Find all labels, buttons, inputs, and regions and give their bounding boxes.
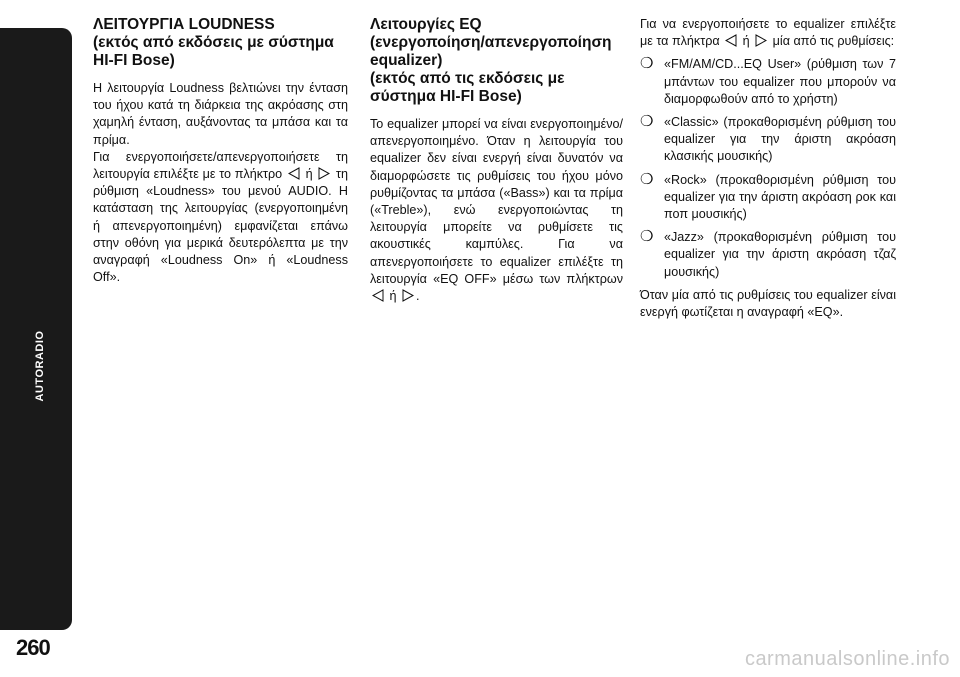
eq-settings-intro-or: ή bbox=[742, 34, 750, 49]
eq-section bbox=[370, 16, 623, 305]
right-triangle-key-icon bbox=[755, 34, 767, 47]
eq-settings-outro: Όταν μία από τις ρυθμίσεις του equalizer είναι ενεργή φωτίζεται η αναγραφή «EQ». bbox=[640, 287, 896, 320]
loudness-instructions-or: ή bbox=[305, 167, 313, 182]
list-item bbox=[640, 172, 896, 224]
right-triangle-key-icon bbox=[402, 289, 414, 302]
section-label: AUTORADIO bbox=[34, 330, 46, 402]
section-tab bbox=[0, 28, 72, 630]
loudness-instructions-text-2: τη ρύθμιση «Loudness» του μενού AUDIO. Η κατάσταση της λειτουργίας (ενεργοποιημένη ή απενεργοποιημένη) εμφανίζεται επάνω στην οθόνη για μερικά δευτερόλεπτα με την αναγραφή «Loudness On» ή «Loudness Off». bbox=[93, 167, 349, 285]
bullet-icon: ❍ bbox=[640, 170, 654, 188]
list-item-text: «Rock» (προκαθορισμένη ρύθμιση του equalizer για την άριστη ακρόαση ροκ και ποπ μουσικής) bbox=[664, 172, 896, 222]
eq-settings-list bbox=[640, 56, 896, 280]
loudness-instructions-text-1: Για ενεργοποιήσετε/απενεργοποιήσετε τη λειτουργία επιλέξτε με το πλήκτρο bbox=[93, 149, 348, 182]
eq-settings-intro-text-1: Για να ενεργοποιήσετε το equalizer επιλέξτε με τα πλήκτρα bbox=[640, 17, 896, 49]
left-triangle-key-icon bbox=[288, 167, 300, 180]
list-item-text: «Jazz» (προκαθορισμένη ρύθμιση του equalizer για την άριστη ακρόαση τζαζ μουσικής) bbox=[664, 230, 896, 279]
eq-description-text: Το equalizer μπορεί να είναι ενεργοποιημένο/απενεργοποιημένο. Όταν η λειτουργία του equalizer δεν είναι ενεργή είναι δυνατόν να διαμορφώσετε τις ρυθμίσεις του ήχου μόνο ρυθμίζοντας τα μπάσα («Bass») και τα πρίμα («Treble»), ενώ ενεργοποιώντας τη λειτουργία μπορείτε να ρυθμίσετε τις ακουστικές καμπύλες. Για να απενεργοποιήσετε το equalizer επιλέξτε τη λειτουργία «EQ OFF» μέσω των πλήκτρων bbox=[370, 117, 623, 286]
loudness-description: Η λειτουργία Loudness βελτιώνει την ένταση του ήχου κατά τη διάρκεια της ακρόασης στη χαμηλή ένταση, αυξάνοντας τα μπάσα και τα πρίμα. bbox=[93, 81, 348, 147]
eq-description bbox=[370, 116, 623, 305]
bullet-icon: ❍ bbox=[640, 55, 654, 73]
list-item bbox=[640, 114, 896, 166]
list-item-text: «Classic» (προκαθορισμένη ρύθμιση του equalizer για την άριστη ακρόαση κλασικής μουσικής) bbox=[664, 115, 896, 164]
page-number: 260 bbox=[16, 635, 50, 660]
loudness-section bbox=[93, 16, 348, 286]
bullet-icon: ❍ bbox=[640, 228, 654, 246]
bullet-icon: ❍ bbox=[640, 113, 654, 131]
right-triangle-key-icon bbox=[318, 167, 330, 180]
loudness-instructions bbox=[93, 149, 348, 287]
loudness-heading: ΛΕΙΤΟΥΡΓΙΑ LOUDNESS (εκτός από εκδόσεις με σύστημα HI-FI Bose) bbox=[93, 16, 334, 69]
eq-description-or: ή bbox=[389, 289, 397, 304]
watermark: carmanualsonline.info bbox=[744, 648, 950, 670]
left-triangle-key-icon bbox=[372, 289, 384, 302]
list-item bbox=[640, 56, 896, 108]
list-item bbox=[640, 229, 896, 281]
eq-heading: Λειτουργίες EQ (ενεργοποίηση/απενεργοποίηση equalizer) (εκτός από τις εκδόσεις με σύστημα HI-FI Bose) bbox=[370, 16, 612, 105]
eq-settings-section bbox=[640, 16, 896, 321]
list-item-text: «FM/AM/CD...EQ User» (ρύθμιση των 7 μπάντων του equalizer που μπορούν να διαμορφωθούν από το χρήστη) bbox=[664, 57, 896, 106]
eq-description-end: . bbox=[416, 289, 420, 304]
left-triangle-key-icon bbox=[725, 34, 737, 47]
eq-settings-intro bbox=[640, 16, 896, 50]
eq-settings-intro-text-2: μία από τις ρυθμίσεις: bbox=[772, 34, 895, 49]
